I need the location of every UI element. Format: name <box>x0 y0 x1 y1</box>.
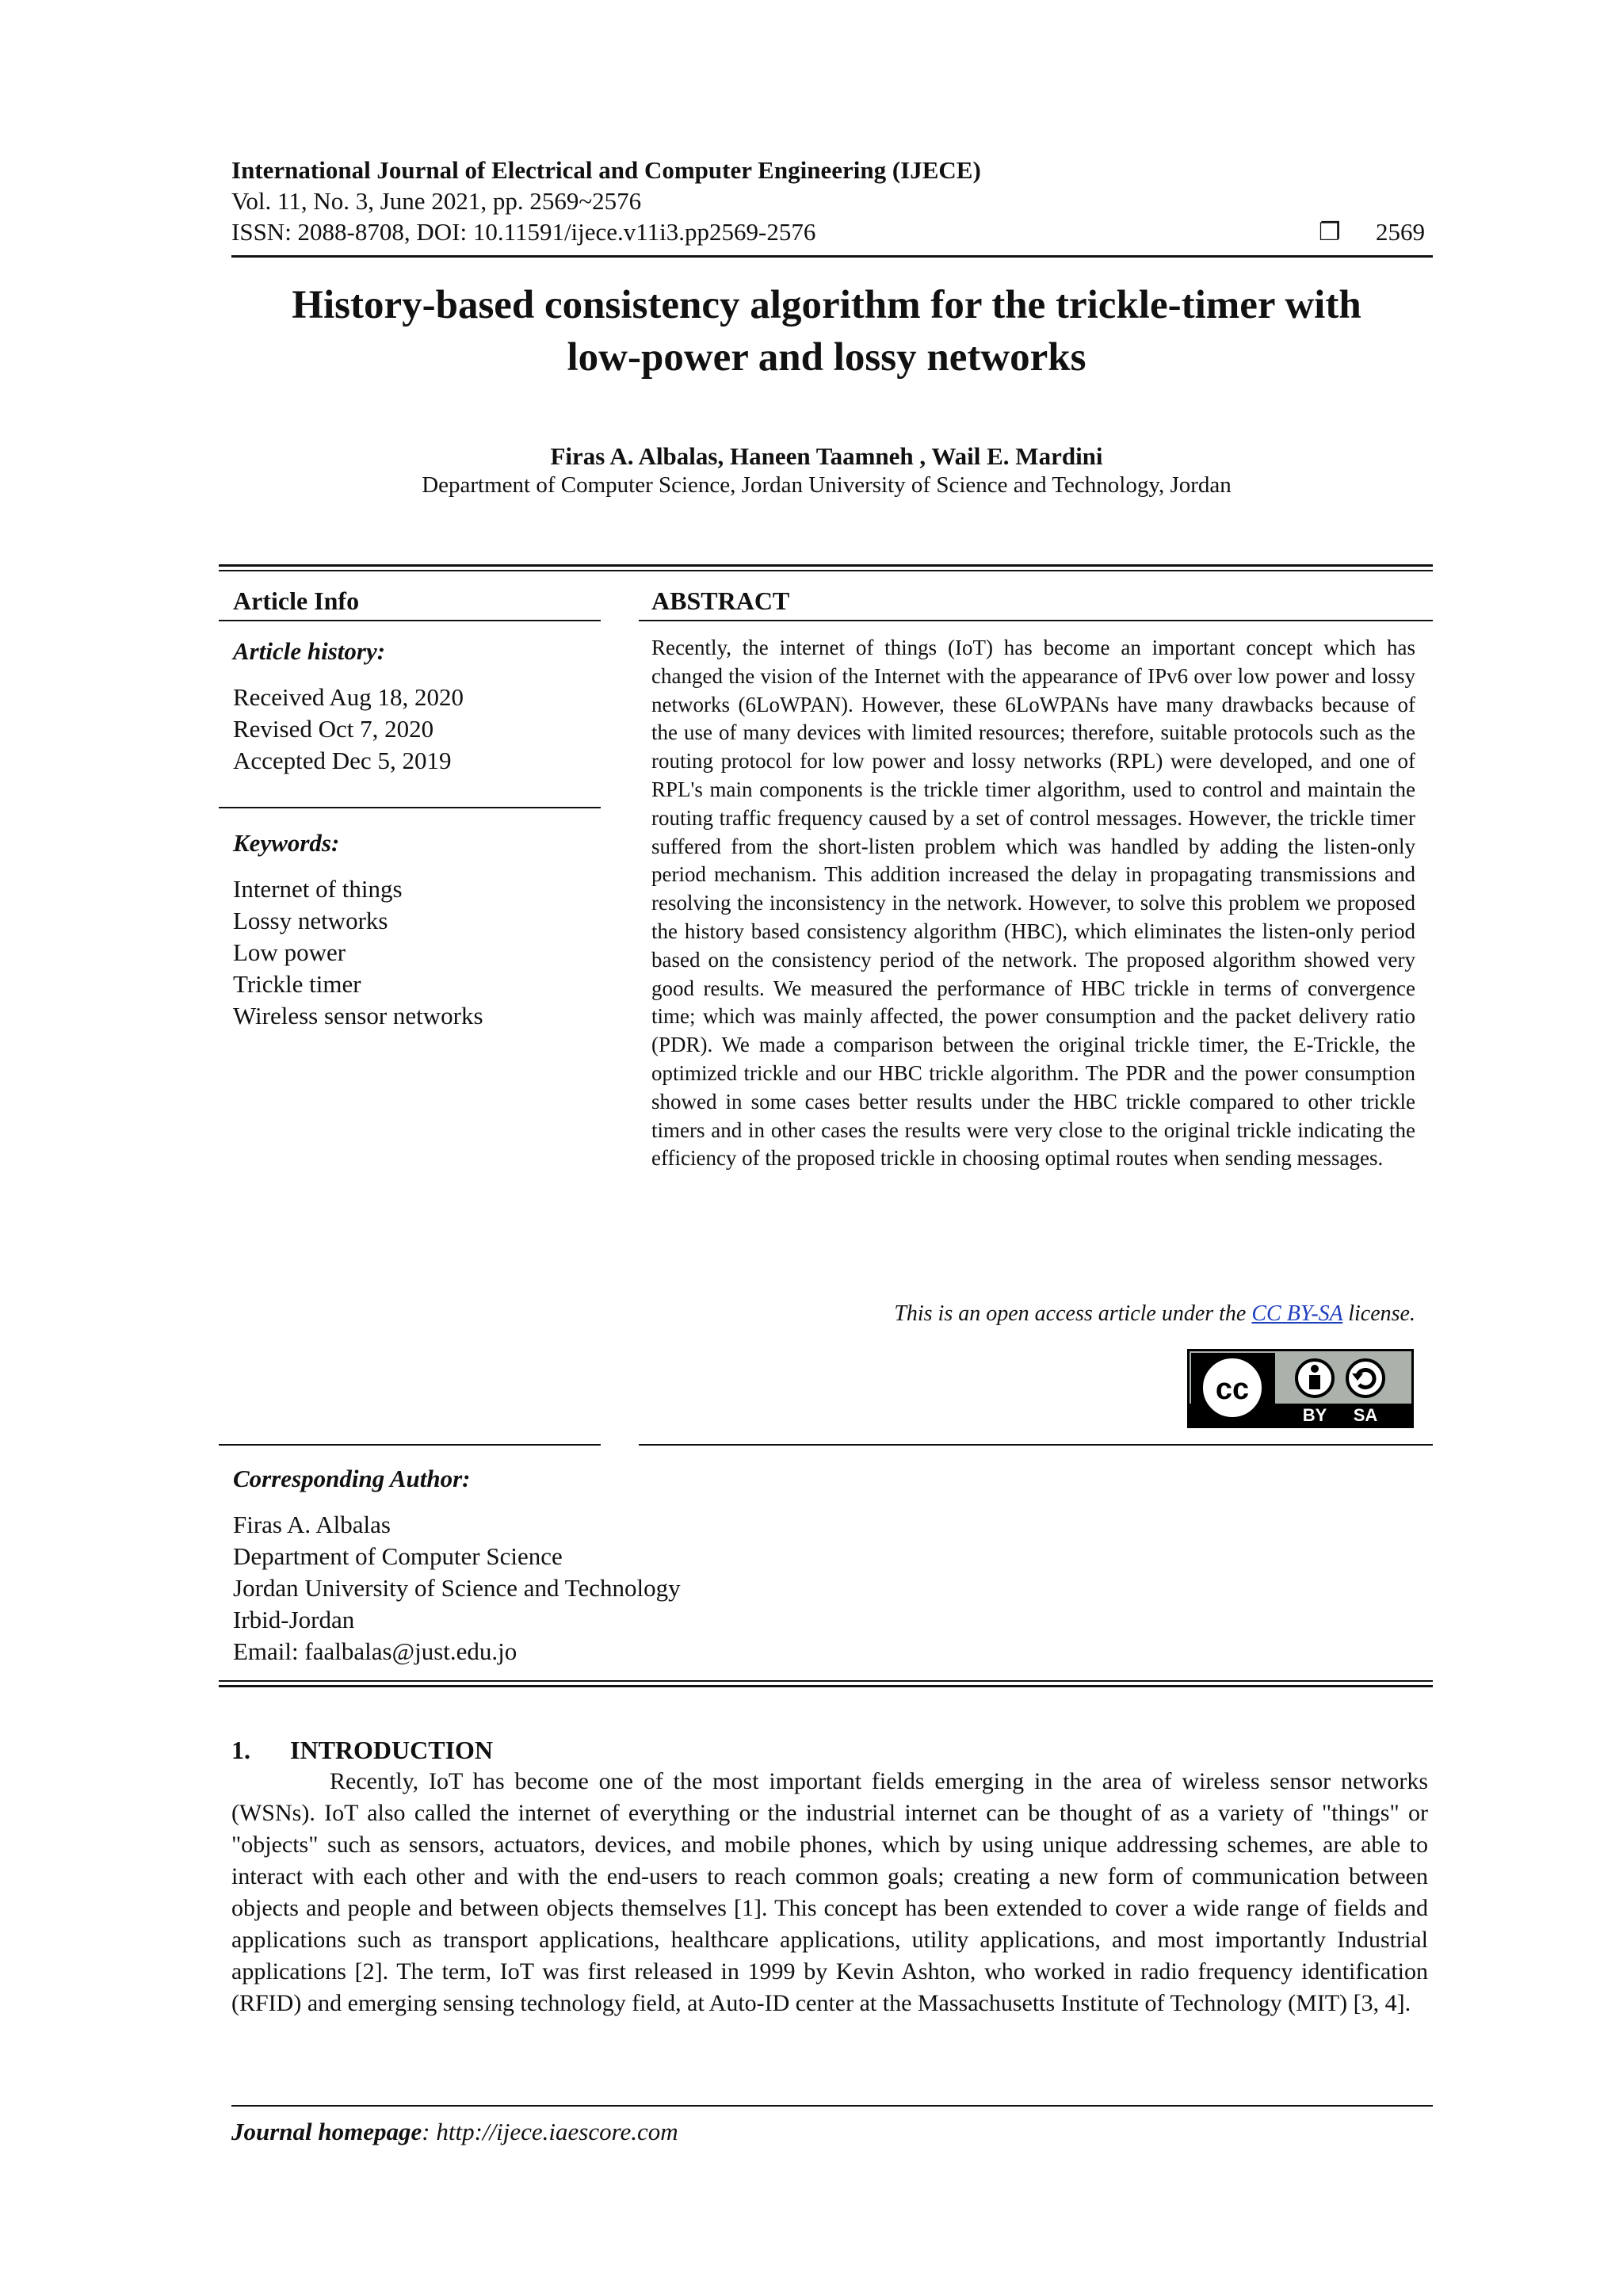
cc-badge-graphic <box>1190 1351 1411 1426</box>
license-prefix: This is an open access article under the <box>894 1301 1252 1326</box>
intro-body <box>231 1766 1428 2019</box>
authors: Firas A. Albalas, Haneen Taamneh , Wail E. Mardini <box>550 442 1103 470</box>
share-alike-icon <box>1347 1360 1384 1396</box>
article-info-heading: Article Info <box>233 586 360 615</box>
history-rule <box>219 807 601 808</box>
keyword-item: Internet of things <box>233 875 403 903</box>
journal-homepage <box>231 2118 678 2146</box>
corresponding-name: Firas A. Albalas <box>233 1511 391 1538</box>
by-label: BY <box>1302 1405 1327 1425</box>
journal-volume: Vol. 11, No. 3, June 2021, pp. 2569~2576 <box>231 187 642 215</box>
page-number: 2569 <box>1376 218 1425 246</box>
info-bottom-rule-1 <box>219 1680 1433 1682</box>
corresponding-university: Jordan University of Science and Technology <box>233 1574 681 1602</box>
title-line-2: low-power and lossy networks <box>567 335 1086 380</box>
history-heading: Article history: <box>233 637 386 665</box>
affiliation: Department of Computer Science, Jordan University of Science and Technology, Jordan <box>422 472 1232 498</box>
info-bottom-rule-2 <box>219 1685 1433 1687</box>
license-link[interactable]: CC BY-SA <box>1251 1301 1343 1326</box>
abstract-rule <box>639 620 1433 621</box>
title-line-1: History-based consistency algorithm for the trickle-timer with <box>292 283 1361 327</box>
abstract-bottom-rule <box>639 1444 1433 1446</box>
keyword-item: Low power <box>233 938 346 966</box>
page-box-icon: ❐ <box>1319 218 1341 246</box>
keyword-item: Wireless sensor networks <box>233 1002 483 1030</box>
corresponding-details <box>233 1509 681 1668</box>
corresponding-location: Irbid-Jordan <box>233 1606 355 1633</box>
intro-paragraph: Recently, IoT has become one of the most important fields emerging in the area of wireless sensor networks (WSNs). IoT also called the internet of everything or the industrial internet can be thought of as a variety of "things" or "objects" such as sensors, actuators, devices, and mobile phones, which by using unique addressing schemes, are able to interact with each other and with the end-users to reach common goals; creating a new form of communication between objects and people and between objects themselves [1]. This concept has been extended to cover a wide range of fields and applications such as transport applications, healthcare applications, utility applications, and most importantly Industrial applications [2]. The term, IoT was first released in 1999 by Kevin Ashton, who worked in radio frequency identification (RFID) and emerging sensing technology field, at Auto-ID center at the Massachusetts Institute of Technology (MIT) [3, 4]. <box>231 1768 1428 2016</box>
cc-by-sa-badge[interactable] <box>1187 1349 1414 1428</box>
header-rule <box>231 255 1433 258</box>
cc-label: cc <box>1215 1373 1250 1406</box>
license-note <box>894 1301 1415 1327</box>
homepage-url[interactable]: : http://ijece.iaescore.com <box>422 2118 678 2145</box>
keywords-list <box>233 873 483 1032</box>
journal-name: International Journal of Electrical and Computer Engineering (IJECE) <box>231 156 981 184</box>
keyword-item: Trickle timer <box>233 970 361 998</box>
keywords-heading: Keywords: <box>233 829 340 857</box>
footer-rule <box>231 2105 1433 2107</box>
info-top-rule-2 <box>219 570 1433 571</box>
license-suffix: license. <box>1342 1301 1415 1326</box>
history-list <box>233 682 464 777</box>
abstract-heading: ABSTRACT <box>651 586 790 615</box>
homepage-label: Journal homepage <box>231 2118 422 2145</box>
intro-number: 1. <box>231 1736 250 1764</box>
history-received: Received Aug 18, 2020 <box>233 683 464 711</box>
issn-doi: ISSN: 2088-8708, DOI: 10.11591/ijece.v11i3.pp2569-2576 <box>231 218 816 246</box>
keyword-item: Lossy networks <box>233 907 388 934</box>
info-top-rule-1 <box>219 564 1433 567</box>
paper-title <box>190 279 1463 384</box>
corresponding-heading: Corresponding Author: <box>233 1465 471 1492</box>
sa-label: SA <box>1353 1405 1378 1425</box>
article-info-rule <box>219 620 601 621</box>
history-accepted: Accepted Dec 5, 2019 <box>233 747 452 774</box>
intro-heading: INTRODUCTION <box>290 1736 494 1764</box>
article-info-bottom-rule <box>219 1444 601 1446</box>
abstract-text: Recently, the internet of things (IoT) has become an important concept which has changed the vision of the Internet with the appearance of IPv6 over low power and lossy networks (6LoWPAN). However, these 6LoWPANs have many drawbacks because of the use of many devices with limited resources; therefore, suitable protocols such as the routing protocol for low power and lossy networks (RPL) were developed, and one of RPL's main components is the trickle timer algorithm, used to control and maintain the routing traffic frequency caused by a set of control messages. However, the trickle timer suffered from the short-listen problem which was handled by adding the listen-only period mechanism. This addition increased the delay in propagating transmissions and resolving the inconsistency in the network. However, to solve this problem we proposed the history based consistency algorithm (HBC), which eliminates the listen-only period based on the consistency period of the network. The proposed algorithm showed very good results. We measured the performance of HBC trickle in terms of convergence time; which was mainly affected, the power consumption and the packet delivery ratio (PDR). We made a comparison between the original trickle timer, the E-Trickle, the optimized trickle and our HBC trickle algorithm. The PDR and the power consumption showed in some cases better results under the HBC trickle compared to other trickle timers and in other cases the results were very close to the original trickle indicating the efficiency of the proposed trickle in choosing optimal routes when sending messages. <box>651 636 1415 1171</box>
history-revised: Revised Oct 7, 2020 <box>233 715 434 743</box>
corresponding-email[interactable]: Email: faalbalas@just.edu.jo <box>233 1637 517 1665</box>
corresponding-department: Department of Computer Science <box>233 1542 563 1570</box>
